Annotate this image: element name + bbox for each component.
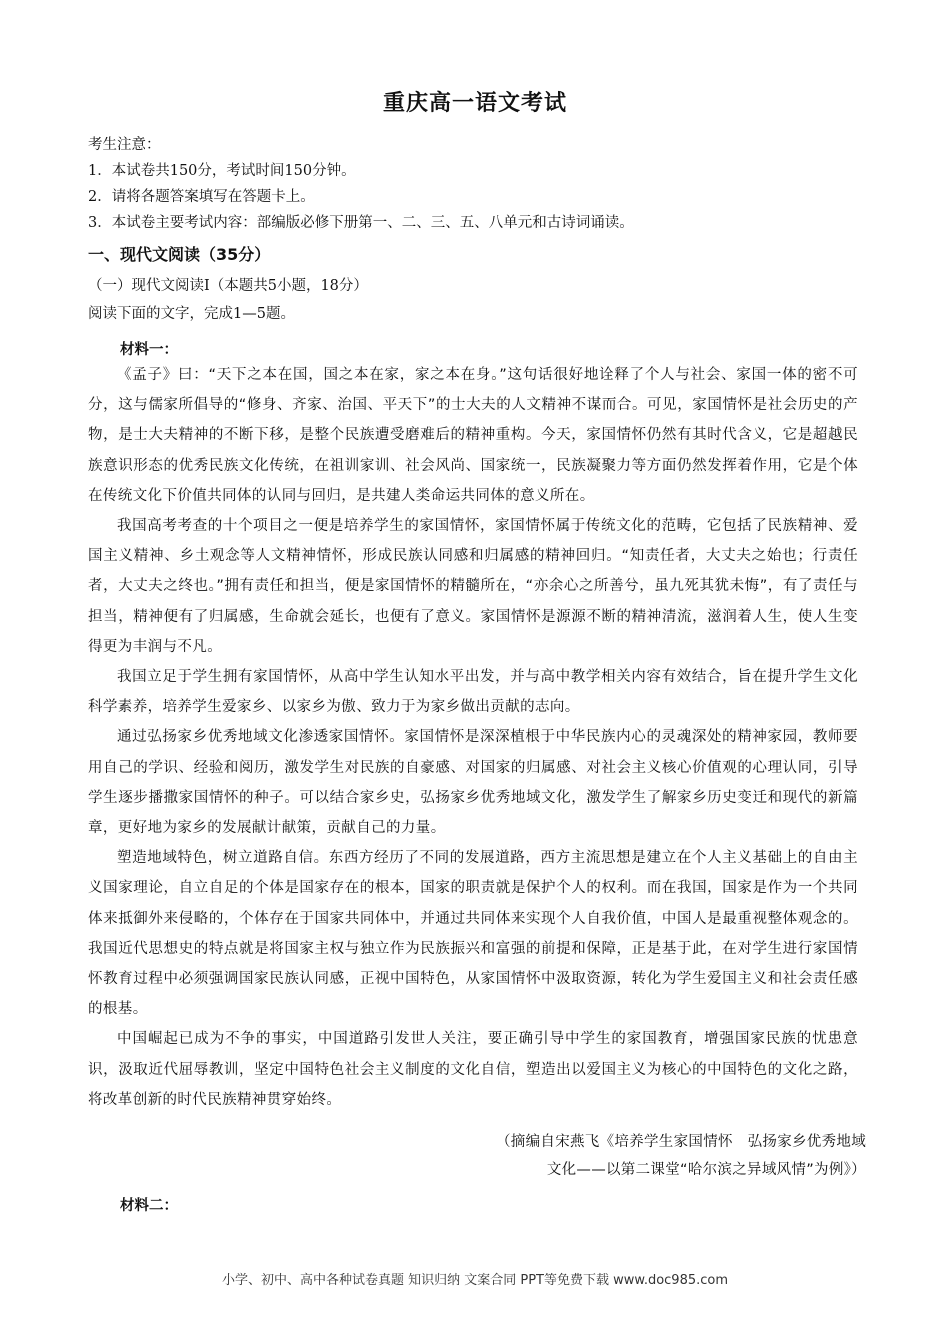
material-one-label: 材料一： bbox=[120, 342, 178, 358]
source-citation bbox=[88, 1128, 866, 1184]
sub-section-heading: （一）现代文阅读Ⅰ（本题共5小题，18分） bbox=[88, 278, 368, 294]
reading-instruction: 阅读下面的文字，完成1—5题。 bbox=[88, 306, 295, 322]
page-title: 重庆高一语文考试 bbox=[382, 91, 567, 116]
passage-paragraph: 中国崛起已成为不争的事实，中国道路引发世人关注，要正确引导中学生的家国教育，增强国家民族的忧患意识，汲取近代屈辱教训，坚定中国特色社会主义制度的文化自信，塑造出以爱国主义为核心的中国特色的文化之路，将改革创新的时代民族精神贯穿始终。 bbox=[88, 1031, 858, 1108]
notice-item: 1．本试卷共150分，考试时间150分钟。 bbox=[88, 163, 356, 179]
notice-item: 2．请将各题答案填写在答题卡上。 bbox=[88, 189, 315, 205]
material-two-label: 材料二： bbox=[120, 1198, 178, 1214]
source-line: （摘编自宋燕飞《培养学生家国情怀 弘扬家乡优秀地域 bbox=[496, 1134, 866, 1150]
passage-paragraph: 《孟子》曰：“天下之本在国，国之本在家，家之本在身。”这句话很好地诠释了个人与社会、家国一体的密不可分，这与儒家所倡导的“修身、齐家、治国、平天下”的士大夫的人文精神不谋而合。可见，家国情怀是社会历史的产物，是士大夫精神的不断下移，是整个民族遭受磨难后的精神重构。今天，家国情怀仍然有其时代含义，它是超越民族意识形态的优秀民族文化传统，在祖训家训、社会风尚、国家统一，民族凝聚力等方面仍然发挥着作用，它是个体在传统文化下价值共同体的认同与回归，是共建人类命运共同体的意义所在。 bbox=[88, 367, 858, 504]
passage-paragraph: 我国高考考查的十个项目之一便是培养学生的家国情怀，家国情怀属于传统文化的范畴，它包括了民族精神、爱国主义精神、乡土观念等人文精神情怀，形成民族认同感和归属感的精神回归。“知责任者，大丈夫之始也；行责任者，大丈夫之终也。”拥有责任和担当，便是家国情怀的精髓所在，“亦余心之所善兮，虽九死其犹未悔”，有了责任与担当，精神便有了归属感，生命就会延长，也便有了意义。家国情怀是源源不断的精神清流，滋润着人生，使人生变得更为丰润与不凡。 bbox=[88, 518, 858, 655]
passage-paragraph: 通过弘扬家乡优秀地域文化渗透家国情怀。家国情怀是深深植根于中华民族内心的灵魂深处的精神家园，教师要用自己的学识、经验和阅历，激发学生对民族的自豪感、对国家的归属感、对社会主义核心价值观的心理认同，引导学生逐步播撒家国情怀的种子。可以结合家乡史，弘扬家乡优秀地域文化，激发学生了解家乡历史变迁和现代的新篇章，更好地为家乡的发展献计献策，贡献自己的力量。 bbox=[88, 729, 858, 837]
footer-text: 小学、初中、高中各种试卷真题 知识归纳 文案合同 PPT等免费下载 www.doc985.com bbox=[221, 1273, 729, 1288]
notice-heading: 考生注意： bbox=[88, 137, 161, 153]
passage-paragraph: 我国立足于学生拥有家国情怀，从高中学生认知水平出发，并与高中教学相关内容有效结合，旨在提升学生文化科学素养，培养学生爱家乡、以家乡为傲、致力于为家乡做出贡献的志向。 bbox=[88, 669, 858, 716]
section-heading: 一、现代文阅读（35分） bbox=[88, 245, 271, 264]
source-line: 文化——以第二课堂“哈尔滨之异域风情”为例》） bbox=[546, 1162, 866, 1178]
passage-body bbox=[88, 360, 858, 1115]
candidate-notice bbox=[88, 132, 868, 236]
passage-paragraph: 塑造地域特色，树立道路自信。东西方经历了不同的发展道路，西方主流思想是建立在个人主义基础上的自由主义国家理论，自立自足的个体是国家存在的根本，国家的职责就是保护个人的权利。而在我国，国家是作为一个共同体来抵御外来侵略的，个体存在于国家共同体中，并通过共同体来实现个人自我价值，中国人是最重视整体观念的。我国近代思想史的特点就是将国家主权与独立作为民族振兴和富强的前提和保障，正是基于此，在对学生进行家国情怀教育过程中必须强调国家民族认同感，正视中国特色，从家国情怀中汲取资源，转化为学生爱国主义和社会责任感的根基。 bbox=[88, 850, 858, 1018]
notice-item: 3．本试卷主要考试内容：部编版必修下册第一、二、三、五、八单元和古诗词诵读。 bbox=[88, 215, 634, 231]
